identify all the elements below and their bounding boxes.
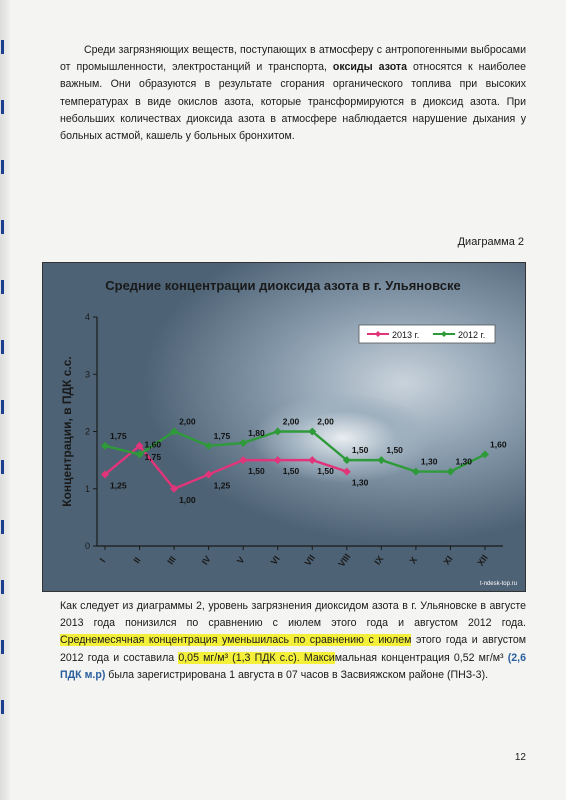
x-tick-label: II (131, 555, 143, 566)
data-label: 1,50 (317, 466, 334, 477)
data-label: 1,00 (179, 494, 196, 505)
legend-label-1: 2013 г. (392, 330, 420, 340)
y-tick-label: 4 (84, 312, 90, 322)
data-label: 1,30 (351, 477, 369, 488)
x-tick-label: VII (302, 552, 318, 568)
series-point-2 (239, 439, 247, 447)
x-tick-label: IV (199, 553, 213, 567)
intro-text-1: Среди загрязняющих веществ, поступающих в атмосферу с антропогенными выбросами от промышленности, электростанций и транспорта, (60, 44, 526, 74)
conclusion-text-2: этого года и августом 2012 года и составила (60, 634, 527, 664)
series-point-1 (205, 470, 213, 478)
chart-frame (42, 262, 526, 592)
line-chart (43, 263, 526, 592)
x-tick-label: V (234, 554, 247, 566)
y-tick-label: 2 (84, 426, 90, 437)
data-label: 1,50 (351, 445, 369, 456)
data-label: 1,30 (420, 456, 438, 467)
page-binding-edge (0, 0, 10, 800)
data-label: 2,00 (179, 416, 196, 427)
y-tick-label: 0 (84, 541, 90, 551)
series-point-2 (377, 456, 385, 464)
data-label: 1,50 (248, 466, 265, 477)
conclusion-text-3: мальная концентрация 0,52 мг/м³ (334, 651, 508, 664)
series-point-2 (412, 468, 420, 476)
data-label: 2,00 (317, 416, 334, 427)
x-tick-label: X (407, 554, 420, 566)
y-tick-label: 3 (84, 369, 90, 380)
highlight-value: 0,05 мг/м³ (1,3 ПДК с.с). Макси (178, 651, 335, 664)
series-point-2 (481, 450, 489, 458)
y-tick-label: 1 (84, 483, 90, 494)
series-point-2 (274, 428, 282, 436)
data-label: 1,30 (455, 456, 473, 467)
diagram-label: Диаграмма 2 (457, 236, 524, 248)
data-label: 1,25 (110, 480, 127, 491)
data-label: 1,80 (248, 427, 265, 438)
data-label: 1,75 (144, 451, 162, 462)
series-point-2 (101, 442, 109, 450)
data-label: 1,60 (144, 439, 162, 450)
series-point-1 (308, 456, 316, 464)
x-tick-label: IX (372, 553, 386, 567)
legend-label-2: 2012 г. (458, 330, 486, 340)
chart-title: Средние концентрации диоксида азота в г. Ульяновске (105, 278, 461, 293)
x-tick-label: VI (268, 553, 282, 567)
data-label: 1,60 (490, 439, 507, 450)
x-tick-label: XII (475, 552, 490, 568)
conclusion-text-4: была зарегистрирована 1 августа в 07 часов в Засвияжском районе (ПНЗ-3). (105, 668, 489, 681)
max-pdk-value: (2,6 ПДК м.р) (60, 651, 527, 681)
data-label: 1,75 (213, 430, 231, 441)
series-point-1 (274, 456, 282, 464)
conclusion-paragraph (60, 598, 526, 684)
page-number: 12 (514, 752, 526, 763)
series-point-2 (446, 468, 454, 476)
data-label: 1,75 (110, 430, 127, 441)
series-point-1 (239, 456, 247, 464)
x-tick-label: VIII (336, 551, 353, 569)
intro-bold-term: оксиды азота (332, 61, 407, 74)
conclusion-text-1: Как следует из диаграммы 2, уровень загрязнения диоксидом азота в г. Ульяновске в августе 2013 года понизился по сравнению с июлем этого года и августом 2012 года. (60, 600, 526, 630)
x-tick-label: III (165, 554, 178, 567)
series-point-2 (205, 442, 213, 450)
y-axis-label: Концентрации, в ПДК с.с. (60, 356, 74, 507)
x-tick-label: I (97, 556, 108, 565)
highlight-average: Среднемесячная концентрация уменьшилась по сравнению с июлем (60, 634, 412, 647)
data-label: 2,00 (282, 416, 300, 427)
data-label: 1,50 (386, 445, 403, 456)
data-label: 1,50 (282, 466, 300, 477)
x-tick-label: XI (441, 553, 455, 567)
intro-text-2: относятся к наиболее важным. Они образуются в результате сгорания органического топлива при высоких температурах в виде окислов азота, которые трансформируются в диоксид азота. При небольших количествах диоксида азота в атмосфере наблюдается нарушение дыхания у больных астмой, кашель у больных бронхитом. (60, 61, 526, 143)
series-point-1 (343, 468, 351, 476)
intro-paragraph (60, 42, 526, 145)
data-label: 1,25 (213, 480, 231, 491)
chart-watermark: t-ndesk-top.ru (479, 581, 517, 587)
